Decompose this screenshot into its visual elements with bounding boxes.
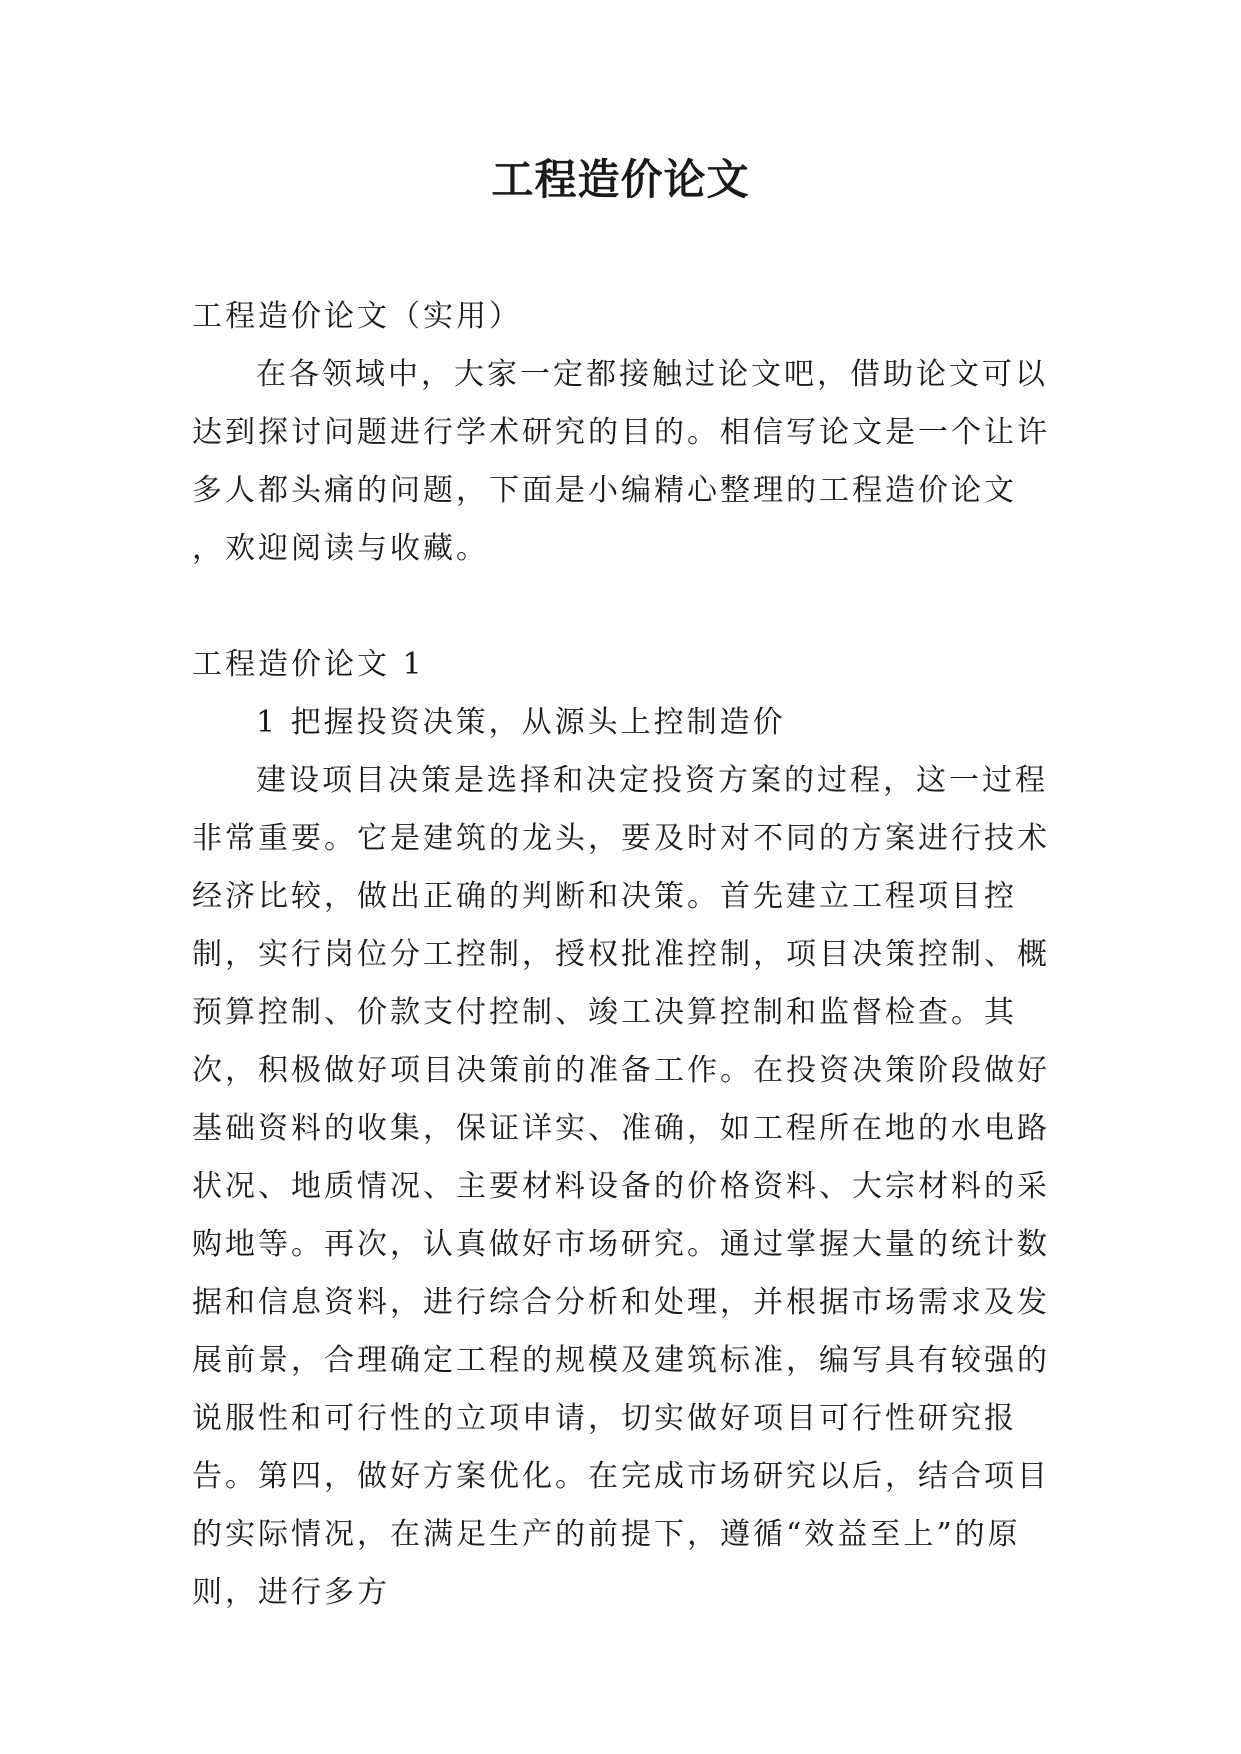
subheading: 1 把握投资决策，从源头上控制造价 [256,705,786,740]
body-paragraph: 建设项目决策是选择和决定投资方案的过程，这一过程非常重要。它是建筑的龙头，要及时对不同的方案进行技术经济比较，做出正确的判断和决策。首先建立工程项目控制，实行岗位分工控制，授权批准控制，项目决策控制、概预算控制、价款支付控制、竣工决算控制和监督检查。其次，积极做好项目决策前的准备工作。在投资决策阶段做好基础资料的收集，保证详实、准确，如工程所在地的水电路状况、地质情况、主要材料设备的价格资料、大宗材料的采购地等。再次，认真做好市场研究。通过掌握大量的统计数据和信息资料，进行综合分析和处理，并根据市场需求及发展前景，合理确定工程的规模及建筑标准，编写具有较强的说服性和可行性的立项申请，切实做好项目可行性研究报告。第四，做好方案优化。在完成市场研究以后，结合项目的实际情况，在满足生产的前提下，遵循“效益至上”的原则，进行多方 [192,763,1050,1610]
intro-heading: 工程造价论文（实用） [192,299,522,334]
intro-paragraph: 在各领域中，大家一定都接触过论文吧，借助论文可以达到探讨问题进行学术研究的目的。相信写论文是一个让许多人都头痛的问题，下面是小编精心整理的工程造价论文 ，欢迎阅读与收藏。 [192,357,1050,566]
section-spacer [192,578,1050,636]
section-heading: 工程造价论文 1 [192,647,425,682]
document-title: 工程造价论文 [491,155,750,204]
document-body [192,288,1050,1622]
